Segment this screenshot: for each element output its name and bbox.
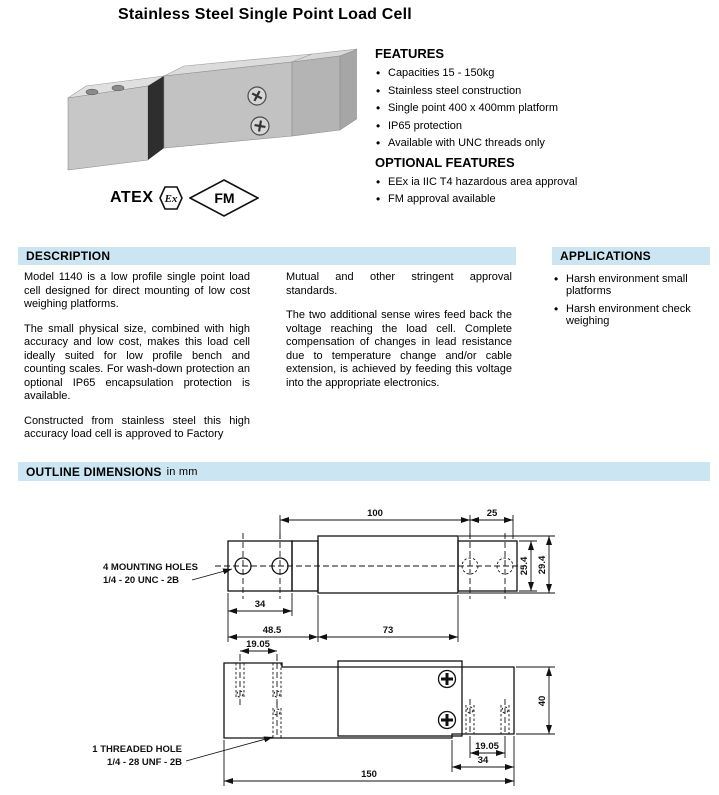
optional-feature-item: • FM approval available	[375, 193, 710, 205]
outline-dimensions-heading: OUTLINE DIMENSIONS	[26, 464, 162, 479]
mounting-holes-note-line1: 4 MOUNTING HOLES	[103, 562, 199, 573]
top-view-body	[228, 536, 517, 593]
dim-29point4-label: 29.4	[537, 555, 548, 575]
applications-list	[553, 273, 710, 332]
application-item: • Harsh environment check weighing	[553, 303, 710, 327]
fm-diamond-icon	[189, 179, 259, 217]
feature-item: • Single point 400 x 400mm platform	[375, 102, 710, 114]
features-list	[375, 67, 710, 149]
feature-item: • Capacities 15 - 150kg	[375, 67, 710, 79]
application-item: • Harsh environment small platforms	[553, 273, 710, 297]
optional-features-heading: OPTIONAL FEATURES	[375, 154, 515, 170]
applications-heading: APPLICATIONS	[560, 249, 651, 263]
certification-logos	[110, 179, 259, 217]
load-cell-image	[68, 49, 357, 170]
side-view-body	[224, 663, 514, 738]
dim-40-label: 40	[537, 695, 548, 707]
description-heading: DESCRIPTION	[26, 249, 111, 263]
feature-item: • Available with UNC threads only	[375, 137, 710, 149]
dim-150-label: 150	[361, 769, 377, 780]
threaded-hole-note-line1: 1 THREADED HOLE	[92, 744, 182, 755]
mounting-holes-note-line2: 1/4 - 20 UNC - 2B	[103, 575, 180, 586]
dim-100-label: 100	[367, 508, 383, 519]
applications-section-header	[552, 247, 710, 265]
outline-units-note: in mm	[166, 465, 198, 478]
dim-34-label: 34	[254, 599, 266, 610]
dim-73-label: 73	[382, 625, 394, 636]
top-hole-icon	[112, 85, 124, 91]
ex-hexagon-icon	[158, 185, 184, 211]
threaded-hole-note-line2: 1/4 - 28 UNF - 2B	[107, 757, 182, 768]
description-paragraph: The two additional sense wires feed back the voltage reaching the load cell. Complete compensation of changes in lead resistance due to temperature change and/or cable extension, is achieved by feeding this voltage into the appropriate electronics.	[286, 309, 512, 389]
leader-arrow	[186, 737, 273, 761]
optional-feature-item: • EEx ia IIC T4 hazardous area approval	[375, 176, 710, 188]
fm-logo: FM	[214, 190, 235, 206]
hidden-threaded-hole	[273, 702, 281, 738]
hidden-holes-top-left	[236, 663, 281, 705]
dim-48point5-label: 48.5	[262, 625, 282, 636]
screw-icon	[439, 712, 456, 729]
dim-34-side-label: 34	[477, 755, 489, 766]
hidden-holes-bottom-right	[466, 699, 509, 734]
atex-logo: ATEX	[110, 189, 154, 206]
description-section-header	[18, 247, 516, 265]
description-paragraph: Constructed from stainless steel this high accuracy load cell is approved to Factory	[24, 414, 250, 440]
description-paragraph: The small physical size, combined with high accuracy and low cost, makes this load cell ideally suited for low profile bench and counting scales. For wash-down protection an optional IP65 encapsulation protection is available.	[24, 322, 250, 402]
optional-features-list	[375, 176, 710, 206]
description-paragraph: Model 1140 is a low profile single point load cell designed for direct mounting of low cost weighing platforms.	[24, 271, 250, 310]
side-view	[92, 639, 555, 786]
screw-icon	[439, 671, 456, 688]
feature-item: • Stainless steel construction	[375, 85, 710, 97]
product-photo	[52, 48, 357, 178]
description-column-2	[286, 271, 512, 401]
features-heading: FEATURES	[375, 46, 445, 61]
screw-icon	[251, 117, 269, 135]
screw-icon	[248, 87, 266, 105]
dim-19point05-left-label: 19.05	[246, 639, 270, 650]
page-title: Stainless Steel Single Point Load Cell	[118, 6, 412, 23]
top-view	[103, 508, 555, 642]
dim-25-label: 25	[486, 508, 498, 519]
description-paragraph: Mutual and other stringent approval standards.	[286, 271, 512, 297]
outline-dimensions-drawing	[0, 465, 719, 795]
cover-plate	[338, 661, 462, 736]
features-section	[375, 46, 710, 211]
dim-25point4-label: 25.4	[519, 556, 530, 576]
ex-mark: Ex	[165, 193, 178, 205]
description-column-1	[24, 271, 250, 453]
dim-19point05-right-label: 19.05	[475, 741, 499, 752]
feature-item: • IP65 protection	[375, 120, 710, 132]
top-hole-icon	[86, 89, 98, 95]
